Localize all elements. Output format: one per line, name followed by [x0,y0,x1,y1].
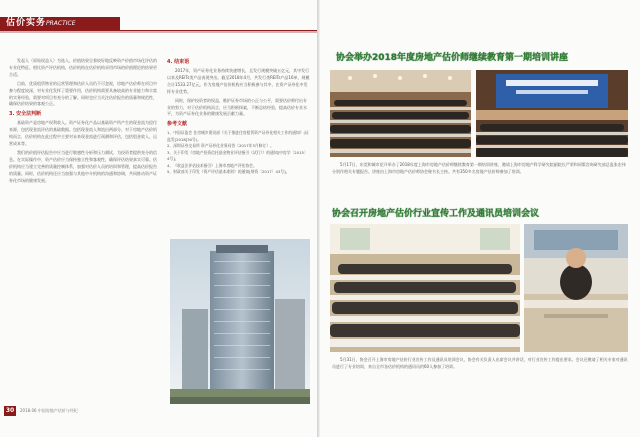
section-heading: 4. 结束语 [167,59,190,65]
header-rule-light [0,31,319,33]
right-page [320,0,640,437]
reference-item: 5、财政部关于印发《资产评估基本准则》的通知[财资〔2017〕43号]。 [167,169,290,175]
left-column-1 [9,58,157,187]
speaker-photo [524,224,628,352]
page-number: 30 [5,407,15,414]
paragraph: 同时，保护投资者的权益，维护证券市场的公正与公平，需要估价师付出专业的努力，对于估价机构而言，应当积极探索，不断总结经验，提高估价专业水平，为资产证券化业务的健康发展贡献力量。 [167,97,307,117]
podium-stage-photo [476,70,628,157]
article-2-body [332,357,628,371]
references-list [167,130,310,176]
paragraph: 基础资产是房地产权利收入。资产证券化产品以基础资产所产生的现金流为偿付来源，包括现金流评估的基础数据。包括现金流入和流出两部分，对于房地产估价机构而言，估价机构在此过程中主要对未来现金流进行预测和评估，包括租金收入、运营成本等。 [9,120,157,147]
reference-item: 2、深圳证券交易所 资产证券化业务问答（2017年3月修订）。 [167,143,274,149]
paragraph: 5月31日，协会召开上海市房地产估价行业宣传工作及通讯员培训会议，协会有关负责人出席会议并讲话，对行业宣传工作提出要求。会议还邀请了相关专家对通讯员进行了专业培训，来自全市各估价机构的通讯员约60人参加了培训。 [332,357,628,369]
lecture-hall-photo [330,70,471,157]
reference-item: 4、《收益法评估技术指引》上海市房地产评估协会。 [167,162,257,168]
paragraph: 发起人（原始权益人）为选入，价值结果呈着较好地反映资产价值市场化评估的专业化特征。相比资产评估机构，估价机构在估价机构采用市场的价值理论的结果更合适。 [9,58,157,77]
section-title-en: PRACTICE [46,20,76,27]
building-photo [170,239,310,404]
left-page [0,0,319,437]
article-1-body [332,162,628,176]
meeting-room-photo [330,224,520,352]
reference-item: 3、关于印发《房地产投资信托基金物业评估指引（试行）》的通知[中房学〔2015〕4号]。 [167,149,308,162]
article-1-title: 协会举办2018年度房地产估价师继续教育第一期培训讲座 [336,53,569,63]
footer-text: 2018.06 中国房地产估价与经纪 [20,408,78,413]
section-heading: 3. 安全法判断 [9,111,42,118]
references-heading: 参考文献 [167,121,188,128]
reference-item: 1、中国证监会 住房城乡建设部《关于推进住房租赁资产证券化相关工作的通知》(证监发[2018]30号)。 [167,130,309,142]
section-title: 估价实务 [6,18,47,28]
paragraph: 5月17日，东莞和城市花开举办了2018年度上海市房地产估价师继续教育第一期培训讲座，邀请上海市房地产科学研究院副院长严荣和同策咨询研究部总监张宏伟分别作相关专题报告。讲座由上海市房地产估价师协会秘书长主持。共有350多名房地产估价师参加了培训。 [332,162,626,174]
article-2-title: 协会召开房地产估价行业宣传工作及通讯员培训会议 [332,209,540,219]
section-header [0,17,120,30]
paragraph: 目前，优质租赁物业的运营管理和估价人员仍不可忽视，房地产估价师在项目中参与程度较深，对专业化发挥了重要作用，估价机构需要具备较高的专业能力和丰富的实务经验，需要对项目有充分的了解。同时也应当关注估价报告的质量和规范性，确保估价结果的客观公正。 [9,80,157,107]
paragraph: 我们的价值评估报告中应当进行敏感性分析和压力测试，为投资者提供充分的信息。在实际操作中，资产估价应当保持独立性和客观性，确保评估结果真实可靠。估价机构应当建立完善的质量控制体系，加强对估价人员的培训和管理，提高估价报告的质量。同时，估价机构还应当加强与其他中介机构的沟通和协调，共同推动资产证券化市场的健康发展。 [9,149,157,183]
paragraph: 2017年，资产证券化业务持续快速增长，且发行规模突破五亿元，其中发行以来及REITs类产品表现突出。截至2018年4月，共发行类REITs产品16单，规模合计1533.27亿元。作为房地产估价机构应当积极参与其中，在资产证券化中发挥专业优势。 [167,68,310,94]
left-column-2 [167,56,310,176]
